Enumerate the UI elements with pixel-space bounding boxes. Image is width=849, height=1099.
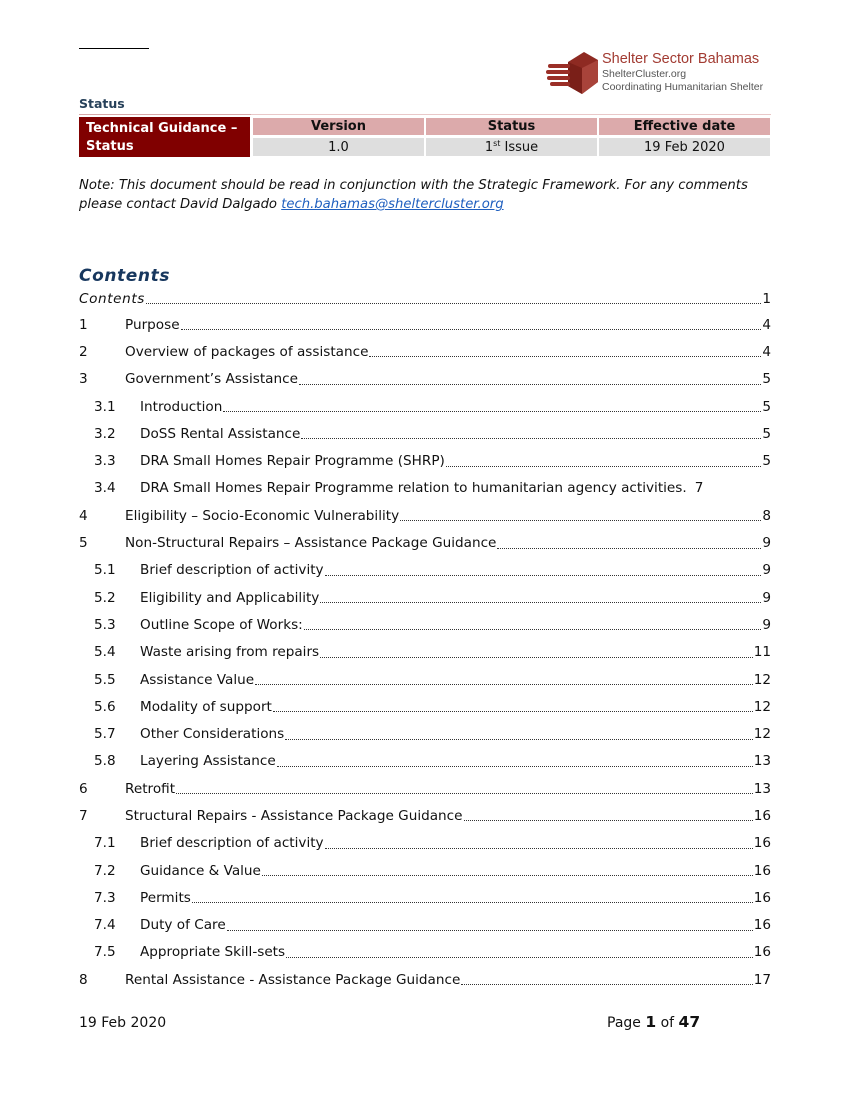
toc-entry-title[interactable]: Purpose bbox=[125, 316, 180, 333]
issue-ordinal: st bbox=[493, 139, 501, 148]
toc-entry-page[interactable]: 16 bbox=[753, 807, 771, 824]
toc-entry-title[interactable]: Duty of Care bbox=[140, 917, 226, 934]
toc-dot-leader bbox=[223, 393, 761, 412]
toc-dot-leader bbox=[304, 611, 762, 630]
toc-entry[interactable] bbox=[79, 693, 771, 720]
toc-entry-page[interactable]: 4 bbox=[762, 343, 771, 360]
toc-entry[interactable] bbox=[79, 557, 771, 584]
toc-entry-page[interactable]: 5 bbox=[762, 398, 771, 415]
toc-entry[interactable] bbox=[79, 912, 771, 939]
contents-heading: Contents bbox=[79, 266, 171, 286]
toc-entry-number: 3.4 bbox=[94, 480, 116, 497]
toc-dot-leader bbox=[277, 748, 753, 767]
toc-dot-leader bbox=[497, 530, 761, 549]
status-heading: Status bbox=[79, 96, 125, 111]
status-col-header: Status bbox=[426, 118, 597, 135]
page-of: of bbox=[656, 1015, 679, 1031]
toc-dot-leader bbox=[461, 966, 752, 985]
status-col-value: 19 Feb 2020 bbox=[599, 138, 770, 156]
status-col-effective-date bbox=[599, 117, 770, 157]
toc-entry[interactable] bbox=[79, 884, 771, 911]
logo-title: Shelter Sector Bahamas bbox=[602, 51, 760, 67]
logo-site: ShelterCluster.org bbox=[602, 68, 687, 80]
toc-entry-page[interactable]: 4 bbox=[762, 316, 771, 333]
toc-entry-title[interactable]: Contents bbox=[79, 290, 145, 307]
toc-entry-page[interactable]: 5 bbox=[762, 371, 771, 388]
toc-dot-leader bbox=[146, 285, 761, 304]
toc-entry[interactable] bbox=[79, 420, 771, 447]
header-rule bbox=[79, 48, 149, 49]
contact-email-link[interactable]: tech.bahamas@sheltercluster.org bbox=[281, 197, 504, 212]
toc-entry-title[interactable]: Outline Scope of Works: bbox=[140, 616, 303, 633]
toc-entry-number: 5.3 bbox=[94, 616, 116, 633]
toc-dot-leader bbox=[320, 584, 761, 603]
toc-entry[interactable] bbox=[79, 366, 771, 393]
hand-house-logo-icon bbox=[546, 52, 598, 94]
toc-entry[interactable] bbox=[79, 286, 771, 311]
toc-entry-title[interactable]: Permits bbox=[140, 889, 191, 906]
toc-entry-title[interactable]: Modality of support bbox=[140, 698, 272, 715]
toc-entry[interactable] bbox=[79, 475, 771, 502]
toc-entry-number: 7.1 bbox=[94, 835, 116, 852]
toc-entry[interactable] bbox=[79, 447, 771, 474]
toc-entry-title[interactable]: Guidance & Value bbox=[140, 862, 261, 879]
toc-entry-page[interactable]: 13 bbox=[753, 753, 771, 770]
toc-dot-leader bbox=[262, 857, 753, 876]
toc-entry-number: 3 bbox=[79, 371, 88, 388]
toc-dot-leader bbox=[181, 311, 762, 330]
toc-entry[interactable] bbox=[79, 830, 771, 857]
toc-entry[interactable] bbox=[79, 529, 771, 556]
toc-entry-number: 5.7 bbox=[94, 726, 116, 743]
toc-entry-title[interactable]: Brief description of activity bbox=[140, 835, 324, 852]
toc-entry-page[interactable]: 9 bbox=[762, 616, 771, 633]
toc-entry-number: 7.2 bbox=[94, 862, 116, 879]
toc-dot-leader bbox=[325, 830, 753, 849]
toc-entry-page[interactable]: 17 bbox=[753, 971, 771, 988]
status-col-value bbox=[426, 138, 597, 156]
toc-dot-leader bbox=[464, 802, 753, 821]
toc-entry-page[interactable]: 13 bbox=[753, 780, 771, 797]
toc-entry-page[interactable]: 16 bbox=[753, 889, 771, 906]
toc-entry[interactable] bbox=[79, 584, 771, 611]
toc-entry-page[interactable]: 12 bbox=[753, 726, 771, 743]
toc-entry-number: 5.1 bbox=[94, 562, 116, 579]
toc-entry-number: 2 bbox=[79, 343, 88, 360]
toc-entry-number: 7 bbox=[79, 807, 88, 824]
note-text: Note: This document should be read in conjunction with the Strategic Framework. For any comments please contact David Dalgado bbox=[79, 178, 748, 212]
toc-entry-title[interactable]: Retrofit bbox=[125, 780, 176, 797]
toc-entry-number: 5.8 bbox=[94, 753, 116, 770]
toc-entry[interactable] bbox=[79, 939, 771, 966]
toc-entry-number: 6 bbox=[79, 780, 88, 797]
toc-dot-leader bbox=[286, 939, 753, 958]
toc-entry[interactable] bbox=[79, 393, 771, 420]
footer-page-number bbox=[607, 1013, 700, 1031]
page-prefix: Page bbox=[607, 1015, 646, 1031]
toc-dot-leader bbox=[688, 475, 694, 493]
toc-dot-leader bbox=[255, 666, 753, 685]
toc-entry-number: 5.5 bbox=[94, 671, 116, 688]
toc-entry-title[interactable]: Waste arising from repairs bbox=[140, 644, 320, 661]
toc-dot-leader bbox=[227, 912, 753, 931]
toc-entry-number: 7.5 bbox=[94, 944, 116, 961]
status-col-version bbox=[253, 117, 424, 157]
footer-date: 19 Feb 2020 bbox=[79, 1015, 167, 1031]
toc-entry-title[interactable]: Eligibility and Applicability bbox=[140, 589, 320, 606]
page-total: 47 bbox=[678, 1013, 701, 1031]
toc-entry-title[interactable]: Eligibility – Socio-Economic Vulnerability bbox=[125, 507, 400, 524]
toc-dot-leader bbox=[176, 775, 753, 794]
toc-entry-title[interactable]: DoSS Rental Assistance bbox=[140, 425, 301, 442]
toc-entry[interactable] bbox=[79, 502, 771, 529]
status-table bbox=[79, 117, 771, 157]
toc-entry-title[interactable]: Rental Assistance - Assistance Package Guidance bbox=[125, 971, 461, 988]
toc-entry-page[interactable]: 1 bbox=[762, 290, 771, 307]
toc-entry[interactable] bbox=[79, 802, 771, 829]
toc-entry-page[interactable]: 5 bbox=[762, 453, 771, 470]
toc-entry-title[interactable]: DRA Small Homes Repair Programme (SHRP) bbox=[140, 453, 445, 470]
toc-entry-number: 5.6 bbox=[94, 698, 116, 715]
toc-entry-number: 3.3 bbox=[94, 453, 116, 470]
toc-entry-number: 5 bbox=[79, 535, 88, 552]
toc-dot-leader bbox=[273, 693, 753, 712]
toc-entry-title[interactable]: Introduction bbox=[140, 398, 223, 415]
toc-dot-leader bbox=[301, 420, 761, 439]
toc-entry-number: 1 bbox=[79, 316, 88, 333]
toc-entry-page[interactable]: 16 bbox=[753, 944, 771, 961]
toc-entry[interactable] bbox=[79, 720, 771, 747]
toc-entry-page[interactable]: 11 bbox=[753, 644, 771, 661]
toc-entry-title[interactable]: Non-Structural Repairs – Assistance Package Guidance bbox=[125, 535, 497, 552]
toc-entry[interactable] bbox=[79, 311, 771, 338]
toc-entry[interactable] bbox=[79, 666, 771, 693]
toc-entry[interactable] bbox=[79, 611, 771, 638]
toc-entry[interactable] bbox=[79, 639, 771, 666]
toc-entry-page[interactable]: 7 bbox=[694, 480, 704, 497]
toc-entry-page[interactable]: 9 bbox=[762, 589, 771, 606]
toc-entry-title[interactable]: Other Considerations bbox=[140, 726, 285, 743]
toc-dot-leader bbox=[400, 502, 761, 521]
toc-entry-page[interactable]: 9 bbox=[762, 535, 771, 552]
note-paragraph bbox=[79, 176, 779, 214]
toc-dot-leader bbox=[320, 639, 753, 658]
page-current: 1 bbox=[645, 1013, 657, 1031]
toc-entry-page[interactable]: 16 bbox=[753, 917, 771, 934]
toc-entry-title[interactable]: Overview of packages of assistance bbox=[125, 343, 369, 360]
toc-entry-number: 5.2 bbox=[94, 589, 116, 606]
toc-entry-number: 7.3 bbox=[94, 889, 116, 906]
toc-entry-page[interactable]: 5 bbox=[762, 425, 771, 442]
toc-dot-leader bbox=[446, 448, 762, 467]
status-col-status bbox=[426, 117, 597, 157]
toc-entry[interactable] bbox=[79, 857, 771, 884]
toc-entry[interactable] bbox=[79, 748, 771, 775]
toc-entry-page[interactable]: 12 bbox=[753, 671, 771, 688]
shelter-cluster-logo bbox=[546, 50, 776, 96]
toc-entry[interactable] bbox=[79, 775, 771, 802]
status-row-header: Technical Guidance – Status bbox=[79, 117, 250, 157]
toc-entry-page[interactable]: 16 bbox=[753, 862, 771, 879]
toc-entry[interactable] bbox=[79, 966, 771, 993]
toc-entry-number: 7.4 bbox=[94, 917, 116, 934]
logo-tagline: Coordinating Humanitarian Shelter bbox=[602, 81, 764, 93]
toc-entry-number: 4 bbox=[79, 507, 88, 524]
toc-entry-number: 3.1 bbox=[94, 398, 116, 415]
toc-entry-title[interactable]: Appropriate Skill-sets bbox=[140, 944, 286, 961]
status-rule-accent bbox=[79, 114, 251, 115]
toc-dot-leader bbox=[325, 557, 762, 576]
toc-entry-page[interactable]: 8 bbox=[762, 507, 771, 524]
toc-entry-title[interactable]: Assistance Value bbox=[140, 671, 255, 688]
toc-dot-leader bbox=[299, 366, 761, 385]
toc-entry-title[interactable]: DRA Small Homes Repair Programme relation to humanitarian agency activities. bbox=[140, 480, 687, 497]
status-col-header: Version bbox=[253, 118, 424, 135]
toc-dot-leader bbox=[192, 884, 753, 903]
toc-entry-page[interactable]: 12 bbox=[753, 698, 771, 715]
toc-entry-page[interactable]: 16 bbox=[753, 835, 771, 852]
toc-entry-title[interactable]: Structural Repairs - Assistance Package Guidance bbox=[125, 807, 463, 824]
toc-dot-leader bbox=[285, 721, 752, 740]
status-col-header: Effective date bbox=[599, 118, 770, 135]
toc-entry-page[interactable]: 9 bbox=[762, 562, 771, 579]
toc-entry-title[interactable]: Layering Assistance bbox=[140, 753, 276, 770]
table-of-contents bbox=[79, 286, 771, 993]
issue-number: 1 bbox=[484, 140, 494, 155]
toc-entry-title[interactable]: Brief description of activity bbox=[140, 562, 324, 579]
toc-entry-number: 8 bbox=[79, 971, 88, 988]
toc-entry-number: 3.2 bbox=[94, 425, 116, 442]
issue-label: Issue bbox=[500, 140, 539, 155]
toc-entry-title[interactable]: Government’s Assistance bbox=[125, 371, 298, 388]
toc-dot-leader bbox=[369, 338, 761, 357]
toc-entry[interactable] bbox=[79, 338, 771, 365]
toc-entry-number: 5.4 bbox=[94, 644, 116, 661]
status-col-value: 1.0 bbox=[253, 138, 424, 156]
